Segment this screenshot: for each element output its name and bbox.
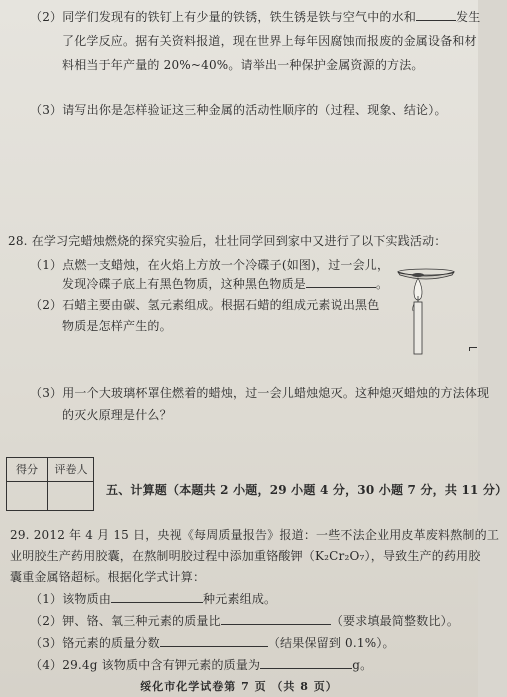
q29-element-count-blank[interactable] xyxy=(111,602,203,603)
q28-part1-line2: 发现冷碟子底上有黑色物质，这种黑色物质是 。 xyxy=(62,277,389,291)
q29-potassium-mass-blank[interactable] xyxy=(260,668,352,669)
q29-part1: （1）该物质由 种元素组成。 xyxy=(30,592,277,606)
q28-black-substance-blank[interactable] xyxy=(306,287,376,288)
margin-mark xyxy=(469,347,470,351)
score-label: 得分 xyxy=(16,463,38,476)
page-footer: 绥化市化学试卷第 7 页 （共 8 页） xyxy=(140,680,338,693)
grader-label: 评卷人 xyxy=(54,463,88,476)
grader-field[interactable] xyxy=(48,482,94,511)
q29-part4: （4）29.4g 该物质中含有钾元素的质量为 g。 xyxy=(30,658,373,672)
q28-part1-line1: （1）点燃一支蜡烛，在火焰上方放一个冷碟子(如图)，过一会儿， xyxy=(30,258,390,272)
q27-part3-line1: （3）请写出你是怎样验证这三种金属的活动性顺序的（过程、现象、结论）。 xyxy=(30,103,447,117)
q29-stem-line3: 囊重金属铬超标。根据化学式计算： xyxy=(10,570,206,584)
q27-answer-blank[interactable] xyxy=(416,20,456,21)
q27-part2-line2: 了化学反应。据有关资料报道，现在世界上每年因腐蚀而报废的金属设备和材 xyxy=(62,34,477,48)
q28-part3-line2: 的灭火原理是什么？ xyxy=(62,408,172,422)
score-table xyxy=(6,457,94,511)
score-field[interactable] xyxy=(7,482,47,511)
section-5-title: 五、计算题（本题共 2 小题，29 小题 4 分，30 小题 7 分，共 11 分） xyxy=(106,483,507,497)
q29-mass-fraction-blank[interactable] xyxy=(160,646,268,647)
q28-part2-line2: 物质是怎样产生的。 xyxy=(62,319,172,333)
q29-part2: （2）钾、铬、氧三种元素的质量比 （要求填最简整数比）。 xyxy=(30,614,460,628)
candle-plate-illustration xyxy=(396,258,456,358)
q28-part2-line1: （2）石蜡主要由碳、氢元素组成。根据石蜡的组成元素说出黑色 xyxy=(30,298,380,312)
q27-part2-line1: （2）同学们发现有的铁钉上有少量的铁锈，铁生锈是铁与空气中的水和 发生 xyxy=(30,10,481,24)
q28-stem: 28. 在学习完蜡烛燃烧的探究实验后，壮壮同学回到家中又进行了以下实践活动： xyxy=(8,234,447,248)
q28-part3-line1: （3）用一个大玻璃杯罩住燃着的蜡烛，过一会儿蜡烛熄灭。这种熄灭蜡烛的方法体现 xyxy=(30,386,490,400)
margin-mark xyxy=(469,347,477,348)
q29-part3: （3）铬元素的质量分数 （结果保留到 0.1%）。 xyxy=(30,636,395,650)
q29-mass-ratio-blank[interactable] xyxy=(221,624,331,625)
q29-stem-line2: 业明胶生产药用胶囊，在熬制明胶过程中添加重铬酸钾（K₂Cr₂O₇），导致生产的药用胶 xyxy=(10,549,481,563)
q27-part2-line3: 料相当于年产量的 20%~40%。请举出一种保护金属资源的方法。 xyxy=(62,58,424,72)
bleed-through-text xyxy=(60,86,63,97)
q29-stem-line1: 29. 2012 年 4 月 15 日，央视《每周质量报告》报道：一些不法企业用皮革废料熬制的工 xyxy=(10,528,500,542)
